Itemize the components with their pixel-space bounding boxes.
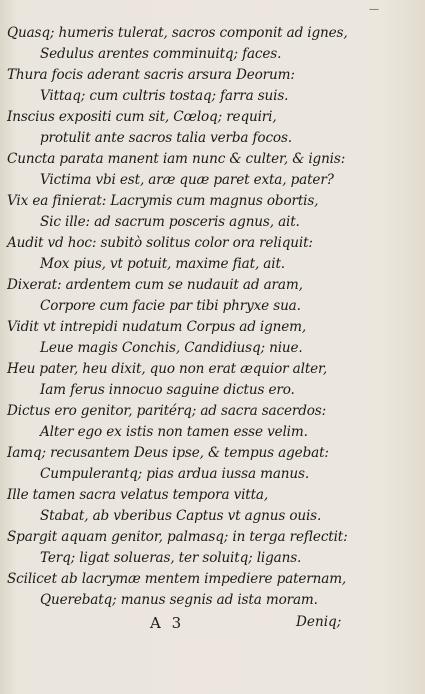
verse-line-1: Quasq; humeris tulerat, sacros componit ad ignes, xyxy=(7,25,348,41)
verse-line-19: Dictus ero genitor, paritérq; ad sacra sacerdos: xyxy=(7,403,327,419)
verse-line-21: Iamq; recusantem Deus ipse, & tempus agebat: xyxy=(7,445,329,461)
verse-line-11: Audit vd hoc: subitò solitus color ora reliquit: xyxy=(7,235,313,251)
verse-line-12: Mox pius, vt potuit, maxime fiat, ait. xyxy=(40,256,285,272)
top-margin-mark: — xyxy=(369,4,379,15)
catchword: Deniq; xyxy=(296,614,342,630)
verse-line-23: Ille tamen sacra velatus tempora vitta, xyxy=(7,487,269,503)
verse-line-25: Spargit aquam genitor, palmasq; in terga reflectit: xyxy=(7,529,348,545)
verse-line-7: Cuncta parata manent iam nunc & culter, & ignis: xyxy=(7,151,346,167)
verse-line-8: Victima vbi est, aræ quæ paret exta, pater? xyxy=(40,172,334,188)
verse-line-16: Leue magis Conchis, Candidiusq; niue. xyxy=(40,340,303,356)
verse-line-3: Thura focis aderant sacris arsura Deorum: xyxy=(7,67,295,83)
verse-line-13: Dixerat: ardentem cum se nudauit ad aram, xyxy=(7,277,303,293)
verse-line-9: Vix ea finierat: Lacrymis cum magnus obortis, xyxy=(7,193,319,209)
verse-line-15: Vidit vt intrepidi nudatum Corpus ad ignem, xyxy=(7,319,307,335)
verse-line-17: Heu pater, heu dixit, quo non erat æquior alter, xyxy=(7,361,328,377)
verse-line-20: Alter ego ex istis non tamen esse velim. xyxy=(40,424,308,440)
verse-line-10: Sic ille: ad sacrum posceris agnus, ait. xyxy=(40,214,300,230)
verse-line-28: Querebatq; manus segnis ad ista moram. xyxy=(40,592,318,608)
verse-line-22: Cumpulerantq; pias ardua iussa manus. xyxy=(40,466,309,482)
verse-line-26: Terq; ligat solueras, ter soluitq; ligans. xyxy=(40,550,302,566)
verse-line-27: Scilicet ab lacrymæ mentem impediere paternam, xyxy=(7,571,347,587)
verse-line-18: Iam ferus innocuo saguine dictus ero. xyxy=(40,382,295,398)
signature-mark: A 3 xyxy=(150,614,185,632)
verse-line-5: Inscius expositi cum sit, Cœloq; requiri, xyxy=(7,109,277,125)
verse-line-4: Vittaq; cum cultris tostaq; farra suis. xyxy=(40,88,289,104)
verse-line-6: protulit ante sacros talia verba focos. xyxy=(40,130,292,146)
verse-line-24: Stabat, ab vberibus Captus vt agnus ouis. xyxy=(40,508,322,524)
verse-line-14: Corpore cum facie par tibi phryxe sua. xyxy=(40,298,301,314)
verse-line-2: Sedulus arentes comminuitq; faces. xyxy=(40,46,282,62)
